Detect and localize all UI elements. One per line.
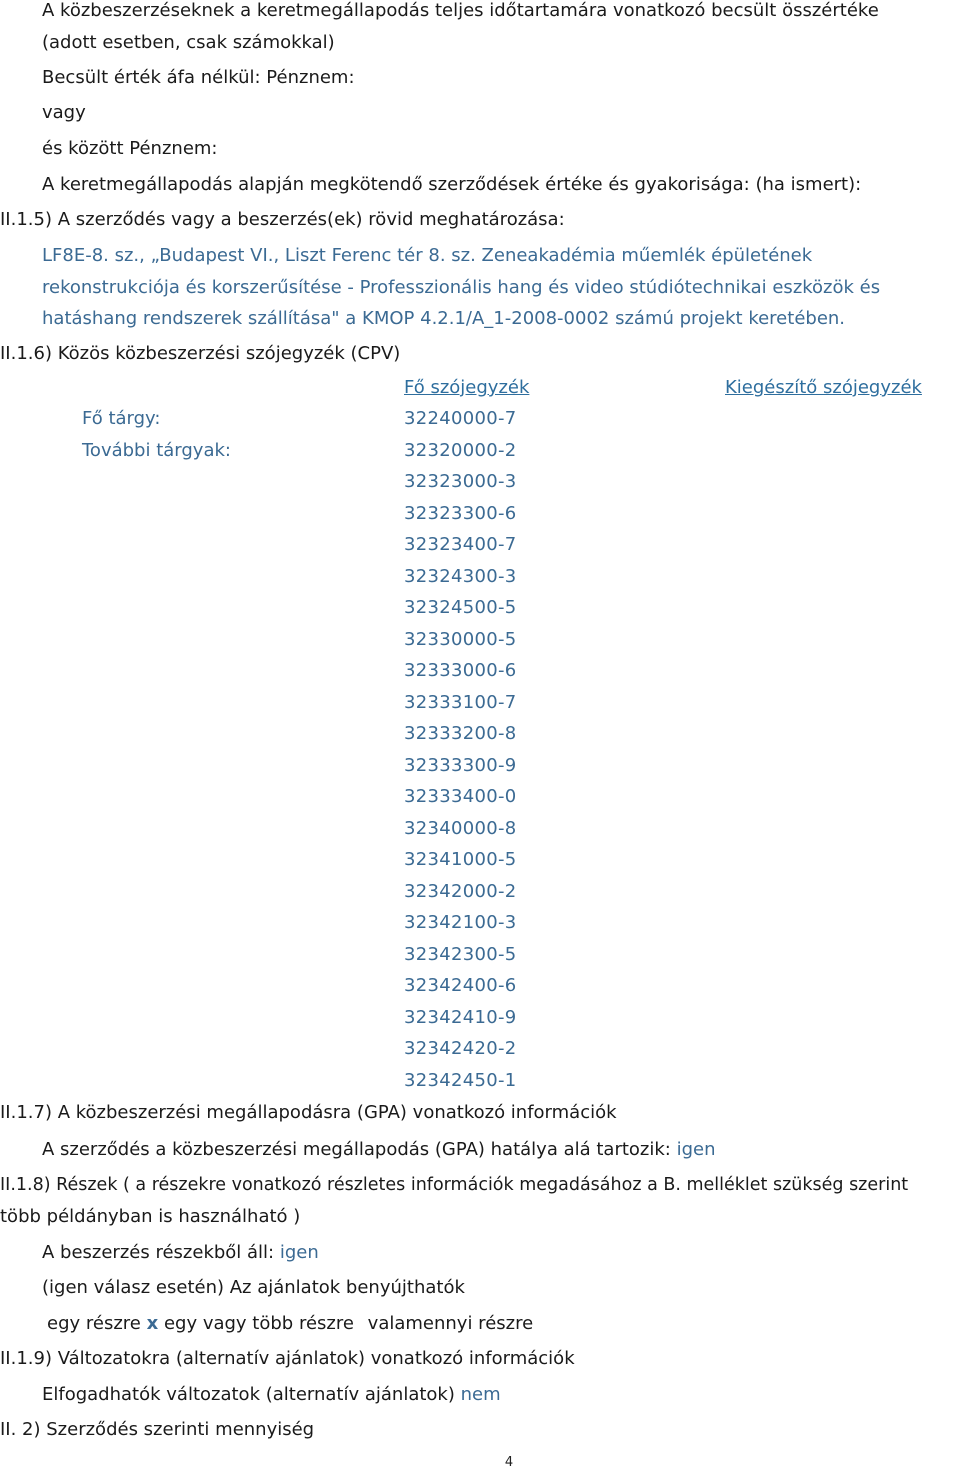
section-1-9-heading: II.1.9) Változatokra (alternatív ajánlatok) vonatkozó információk: [0, 1348, 575, 1369]
gpa-value: igen: [676, 1139, 716, 1160]
option-one-part: egy részre: [47, 1313, 141, 1334]
section-1-6-heading: II.1.6) Közös közbeszerzési szójegyzék (CPV): [0, 343, 401, 364]
estimated-value-line: Becsült érték áfa nélkül: Pénznem:: [42, 67, 355, 88]
cpv-code: 32342420-2: [404, 1038, 517, 1059]
cpv-code: 32340000-8: [404, 818, 517, 839]
cpv-code: 32342410-9: [404, 1007, 517, 1028]
description-line-2: rekonstrukciója és korszerűsítése - Professzionális hang és video stúdiótechnikai eszközök és: [42, 277, 881, 298]
cpv-code: 32342450-1: [404, 1070, 517, 1091]
gpa-line: [42, 1139, 716, 1161]
cpv-code: 32333200-8: [404, 723, 517, 744]
description-line-1: LF8E-8. sz., „Budapest VI., Liszt Ferenc tér 8. sz. Zeneakadémia műemlék épületének: [42, 245, 813, 266]
intro-line-1: A közbeszerzéseknek a keretmegállapodás teljes időtartamára vonatkozó becsült összértéke: [42, 0, 879, 21]
cpv-code: 32324500-5: [404, 597, 517, 618]
offer-options-line: [47, 1313, 533, 1335]
between-line: és között Pénznem:: [42, 138, 218, 159]
contract-frequency-line: A keretmegállapodás alapján megkötendő szerződések értéke és gyakorisága: (ha ismert):: [42, 174, 862, 195]
main-object-label: Fő tárgy:: [82, 408, 161, 429]
cpv-code: 32323400-7: [404, 534, 517, 555]
gpa-text: A szerződés a közbeszerzési megállapodás (GPA) hatálya alá tartozik:: [42, 1139, 671, 1160]
cpv-code: 32333300-9: [404, 755, 517, 776]
variants-text: Elfogadhatók változatok (alternatív ajánlatok): [42, 1384, 455, 1405]
intro-line-2: (adott esetben, csak számokkal): [42, 32, 335, 53]
supplementary-vocabulary-header: Kiegészítő szójegyzék: [725, 377, 922, 398]
section-1-7-heading: II.1.7) A közbeszerzési megállapodásra (GPA) vonatkozó információk: [0, 1102, 617, 1123]
option-all-parts: valamennyi részre: [367, 1313, 534, 1334]
cpv-code: 32333100-7: [404, 692, 517, 713]
variants-line: [42, 1384, 501, 1406]
cpv-code: 32320000-2: [404, 440, 517, 461]
cpv-code: 32342400-6: [404, 975, 517, 996]
section-1-5-heading: II.1.5) A szerződés vagy a beszerzés(ek) rövid meghatározása:: [0, 209, 565, 230]
option-selected-mark: x: [146, 1313, 159, 1334]
main-vocabulary-header: Fő szójegyzék: [404, 377, 530, 398]
variants-value: nem: [460, 1384, 501, 1405]
parts-line: [42, 1242, 319, 1264]
cpv-code: 32341000-5: [404, 849, 517, 870]
cpv-code: 32342100-3: [404, 912, 517, 933]
cpv-code: 32342300-5: [404, 944, 517, 965]
cpv-code: 32324300-3: [404, 566, 517, 587]
description-line-3: hatáshang rendszerek szállítása" a KMOP 4.2.1/A_1-2008-0002 számú projekt keretében.: [42, 308, 846, 329]
parts-text: A beszerzés részekből áll:: [42, 1242, 275, 1263]
option-one-or-more: egy vagy több részre: [163, 1313, 354, 1334]
page-number: 4: [504, 1455, 514, 1470]
offers-line: (igen válasz esetén) Az ajánlatok benyújthatók: [42, 1277, 465, 1298]
main-object-code: 32240000-7: [404, 408, 517, 429]
parts-value: igen: [279, 1242, 319, 1263]
or-line: vagy: [42, 102, 86, 123]
section-1-8-heading-cont: több példányban is használható ): [0, 1206, 301, 1227]
section-2-heading: II. 2) Szerződés szerinti mennyiség: [0, 1419, 315, 1440]
cpv-code: 32323300-6: [404, 503, 517, 524]
additional-objects-label: További tárgyak:: [82, 440, 231, 461]
cpv-code: 32342000-2: [404, 881, 517, 902]
cpv-code: 32333000-6: [404, 660, 517, 681]
cpv-code: 32330000-5: [404, 629, 517, 650]
cpv-code: 32333400-0: [404, 786, 517, 807]
cpv-code: 32323000-3: [404, 471, 517, 492]
section-1-8-heading: II.1.8) Részek ( a részekre vonatkozó részletes információk megadásához a B. melléklet szükség szerint: [0, 1175, 909, 1195]
